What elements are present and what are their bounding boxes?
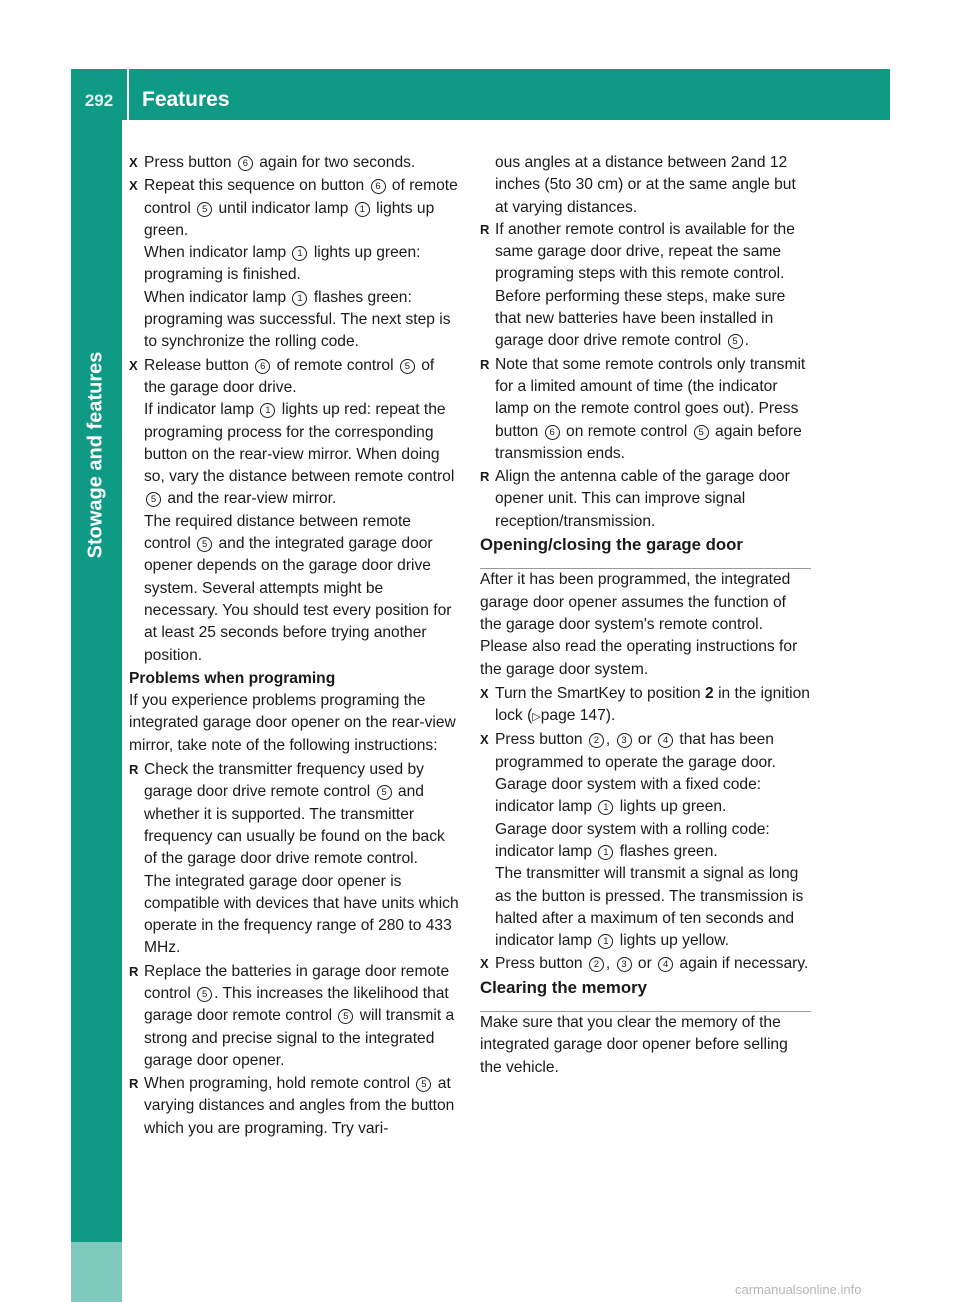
page-title: Features	[142, 88, 230, 111]
bullet-item: R Check the transmitter frequency used by garage door drive remote control 5 and whether it is supported. The transmitter frequency can usually be found on the back of the garage door drive remote control. The integrated garage door opener is compatible with devices that have units which operate in the frequency range of 280 to 433 MHz.	[129, 759, 459, 960]
step-marker-icon: X	[129, 178, 138, 194]
callout-4-icon: 4	[658, 957, 673, 972]
left-column	[129, 152, 459, 1141]
page-number: 292	[84, 91, 114, 110]
chapter-label: Stowage and features	[84, 351, 107, 559]
callout-5-icon: 5	[197, 202, 212, 217]
callout-5-icon: 5	[728, 334, 743, 349]
page-reference-link[interactable]: page 147).	[540, 707, 616, 725]
callout-5-icon: 5	[146, 492, 161, 507]
step-note: Garage door system with a rolling code: indicator lamp 1 flashes green.	[495, 820, 770, 860]
callout-5-icon: 5	[197, 537, 212, 552]
step-item: X Turn the SmartKey to position 2 in the ignition lock (▷page 147).	[480, 684, 810, 725]
right-column	[480, 152, 811, 1079]
bullet-item: R If another remote control is available for the same garage door drive, repeat the same programing steps with this remote control. Before performing these steps, make sure that new batteries have been installed in garage door drive remote control 5 .	[480, 220, 795, 350]
callout-2-icon: 2	[589, 733, 604, 748]
callout-2-icon: 2	[589, 957, 604, 972]
bullet-note: The integrated garage door opener is compatible with devices that have units which operate in the frequency range of 280 to 433 MHz.	[144, 872, 459, 957]
header-divider	[127, 69, 129, 120]
callout-1-icon: 1	[598, 800, 613, 815]
callout-5-icon: 5	[197, 987, 212, 1002]
page-reference-arrow-icon: ▷	[532, 711, 541, 724]
clearing-text: Make sure that you clear the memory of the integrated garage door opener before selling the vehicle.	[480, 1013, 788, 1076]
callout-6-icon: 6	[545, 425, 560, 440]
step-item: X Press button 2 , 3 or 4 again if necessary.	[480, 953, 811, 975]
sidebar-block	[71, 1242, 122, 1302]
callout-1-icon: 1	[292, 291, 307, 306]
opening-intro: After it has been programmed, the integrated garage door opener assumes the function of the garage door system's remote control. Please also read the operating instructions for the garage door system.	[480, 571, 798, 678]
callout-5-icon: 5	[416, 1077, 431, 1092]
callout-6-icon: 6	[255, 359, 270, 374]
callout-6-icon: 6	[371, 179, 386, 194]
bullet-marker-icon: R	[129, 762, 139, 778]
callout-1-icon: 1	[355, 202, 370, 217]
footer-watermark: carmanualsonline.info	[735, 1282, 862, 1297]
callout-5-icon: 5	[338, 1009, 353, 1024]
callout-5-icon: 5	[400, 359, 415, 374]
callout-1-icon: 1	[260, 403, 275, 418]
opening-closing-heading: Opening/closing the garage door	[480, 534, 811, 569]
bullet-marker-icon: R	[129, 963, 139, 979]
bullet-marker-icon: R	[480, 221, 490, 237]
step-marker-icon: X	[480, 956, 489, 972]
bullet-item: R Note that some remote controls only transmit for a limited amount of time (the indicator lamp on the remote control goes out). Press button 6 on remote control 5 again before transmission ends.	[480, 355, 806, 462]
bullet-marker-icon: R	[129, 1076, 139, 1092]
step-note: The transmitter will transmit a signal as long as the button is pressed. The transmission is halted after a maximum of ten seconds and indicator lamp 1 lights up yellow.	[495, 865, 804, 950]
bullet-item: R When programing, hold remote control 5 at varying distances and angles from the button which you are programing. Try vari-	[129, 1075, 455, 1137]
step-item: X Press button 6 again for two seconds.	[129, 152, 459, 174]
step-marker-icon: X	[129, 155, 138, 170]
problems-intro: If you experience problems programing the integrated garage door opener on the rear-view mirror, take note of the following instructions:	[129, 692, 456, 754]
step-item: X Repeat this sequence on button 6 of remote control 5 until indicator lamp 1 lights up green. When indicator lamp 1 lights up green: programing is finished. When indicator lamp 1 flashes green: programing was successful. The next step is to synchronize the rolling code.	[129, 175, 459, 353]
clearing-memory-heading: Clearing the memory	[480, 977, 811, 1012]
step-marker-icon: X	[129, 357, 138, 373]
bullet-continuation: ous angles at a distance between 2and 12 inches (5to 30 cm) or at the same angle but at varying distances.	[495, 154, 796, 216]
step-note: When indicator lamp 1 flashes green: programing was successful. The next step is to synchronize the rolling code.	[144, 288, 451, 351]
step-marker-icon: X	[480, 685, 489, 701]
callout-1-icon: 1	[292, 246, 307, 261]
bullet-marker-icon: R	[480, 469, 490, 485]
callout-1-icon: 1	[598, 845, 613, 860]
step-item: X Press button 2 , 3 or 4 that has been programmed to operate the garage door. Garage door system with a fixed code: indicator lamp 1 lights up green. Garage door system with a rolling code: indicator lamp 1 flashes green. The transmitter will transmit a signal as long as the button is pressed. The transmission is halted after a maximum of ten seconds and indicator lamp 1 lights up yellow.	[480, 729, 811, 952]
callout-1-icon: 1	[598, 934, 613, 949]
chapter-sidebar	[71, 120, 122, 1242]
step-note: The required distance between remote control 5 and the integrated garage door opener depends on the garage door drive system. Several attempts might be necessary. You should test every position for at least 25 seconds before trying another position.	[144, 512, 452, 664]
callout-3-icon: 3	[617, 733, 632, 748]
step-marker-icon: X	[480, 732, 489, 748]
callout-4-icon: 4	[658, 733, 673, 748]
bullet-marker-icon: R	[480, 356, 490, 372]
step-item: X Release button 6 of remote control 5 of the garage door drive. If indicator lamp 1 lights up red: repeat the programing process for the corresponding button on the rear-view mirror. When doing so, vary the distance between remote control 5 and the rear-view mirror. The required distance between remote control 5 and the integrated garage door opener depends on the garage door drive system. Several attempts might be necessary. You should test every position for at least 25 seconds before trying another position.	[129, 355, 459, 667]
bullet-item: R Replace the batteries in garage door remote control 5 . This increases the likelihood that garage door remote control 5 will transmit a strong and precise signal to the integrated garage door opener.	[129, 962, 455, 1069]
problems-heading: Problems when programing	[129, 669, 336, 687]
bullet-item: R Align the antenna cable of the garage door opener unit. This can improve signal reception/transmission.	[480, 468, 790, 530]
callout-6-icon: 6	[238, 156, 253, 171]
callout-5-icon: 5	[694, 425, 709, 440]
callout-5-icon: 5	[377, 785, 392, 800]
callout-3-icon: 3	[617, 957, 632, 972]
